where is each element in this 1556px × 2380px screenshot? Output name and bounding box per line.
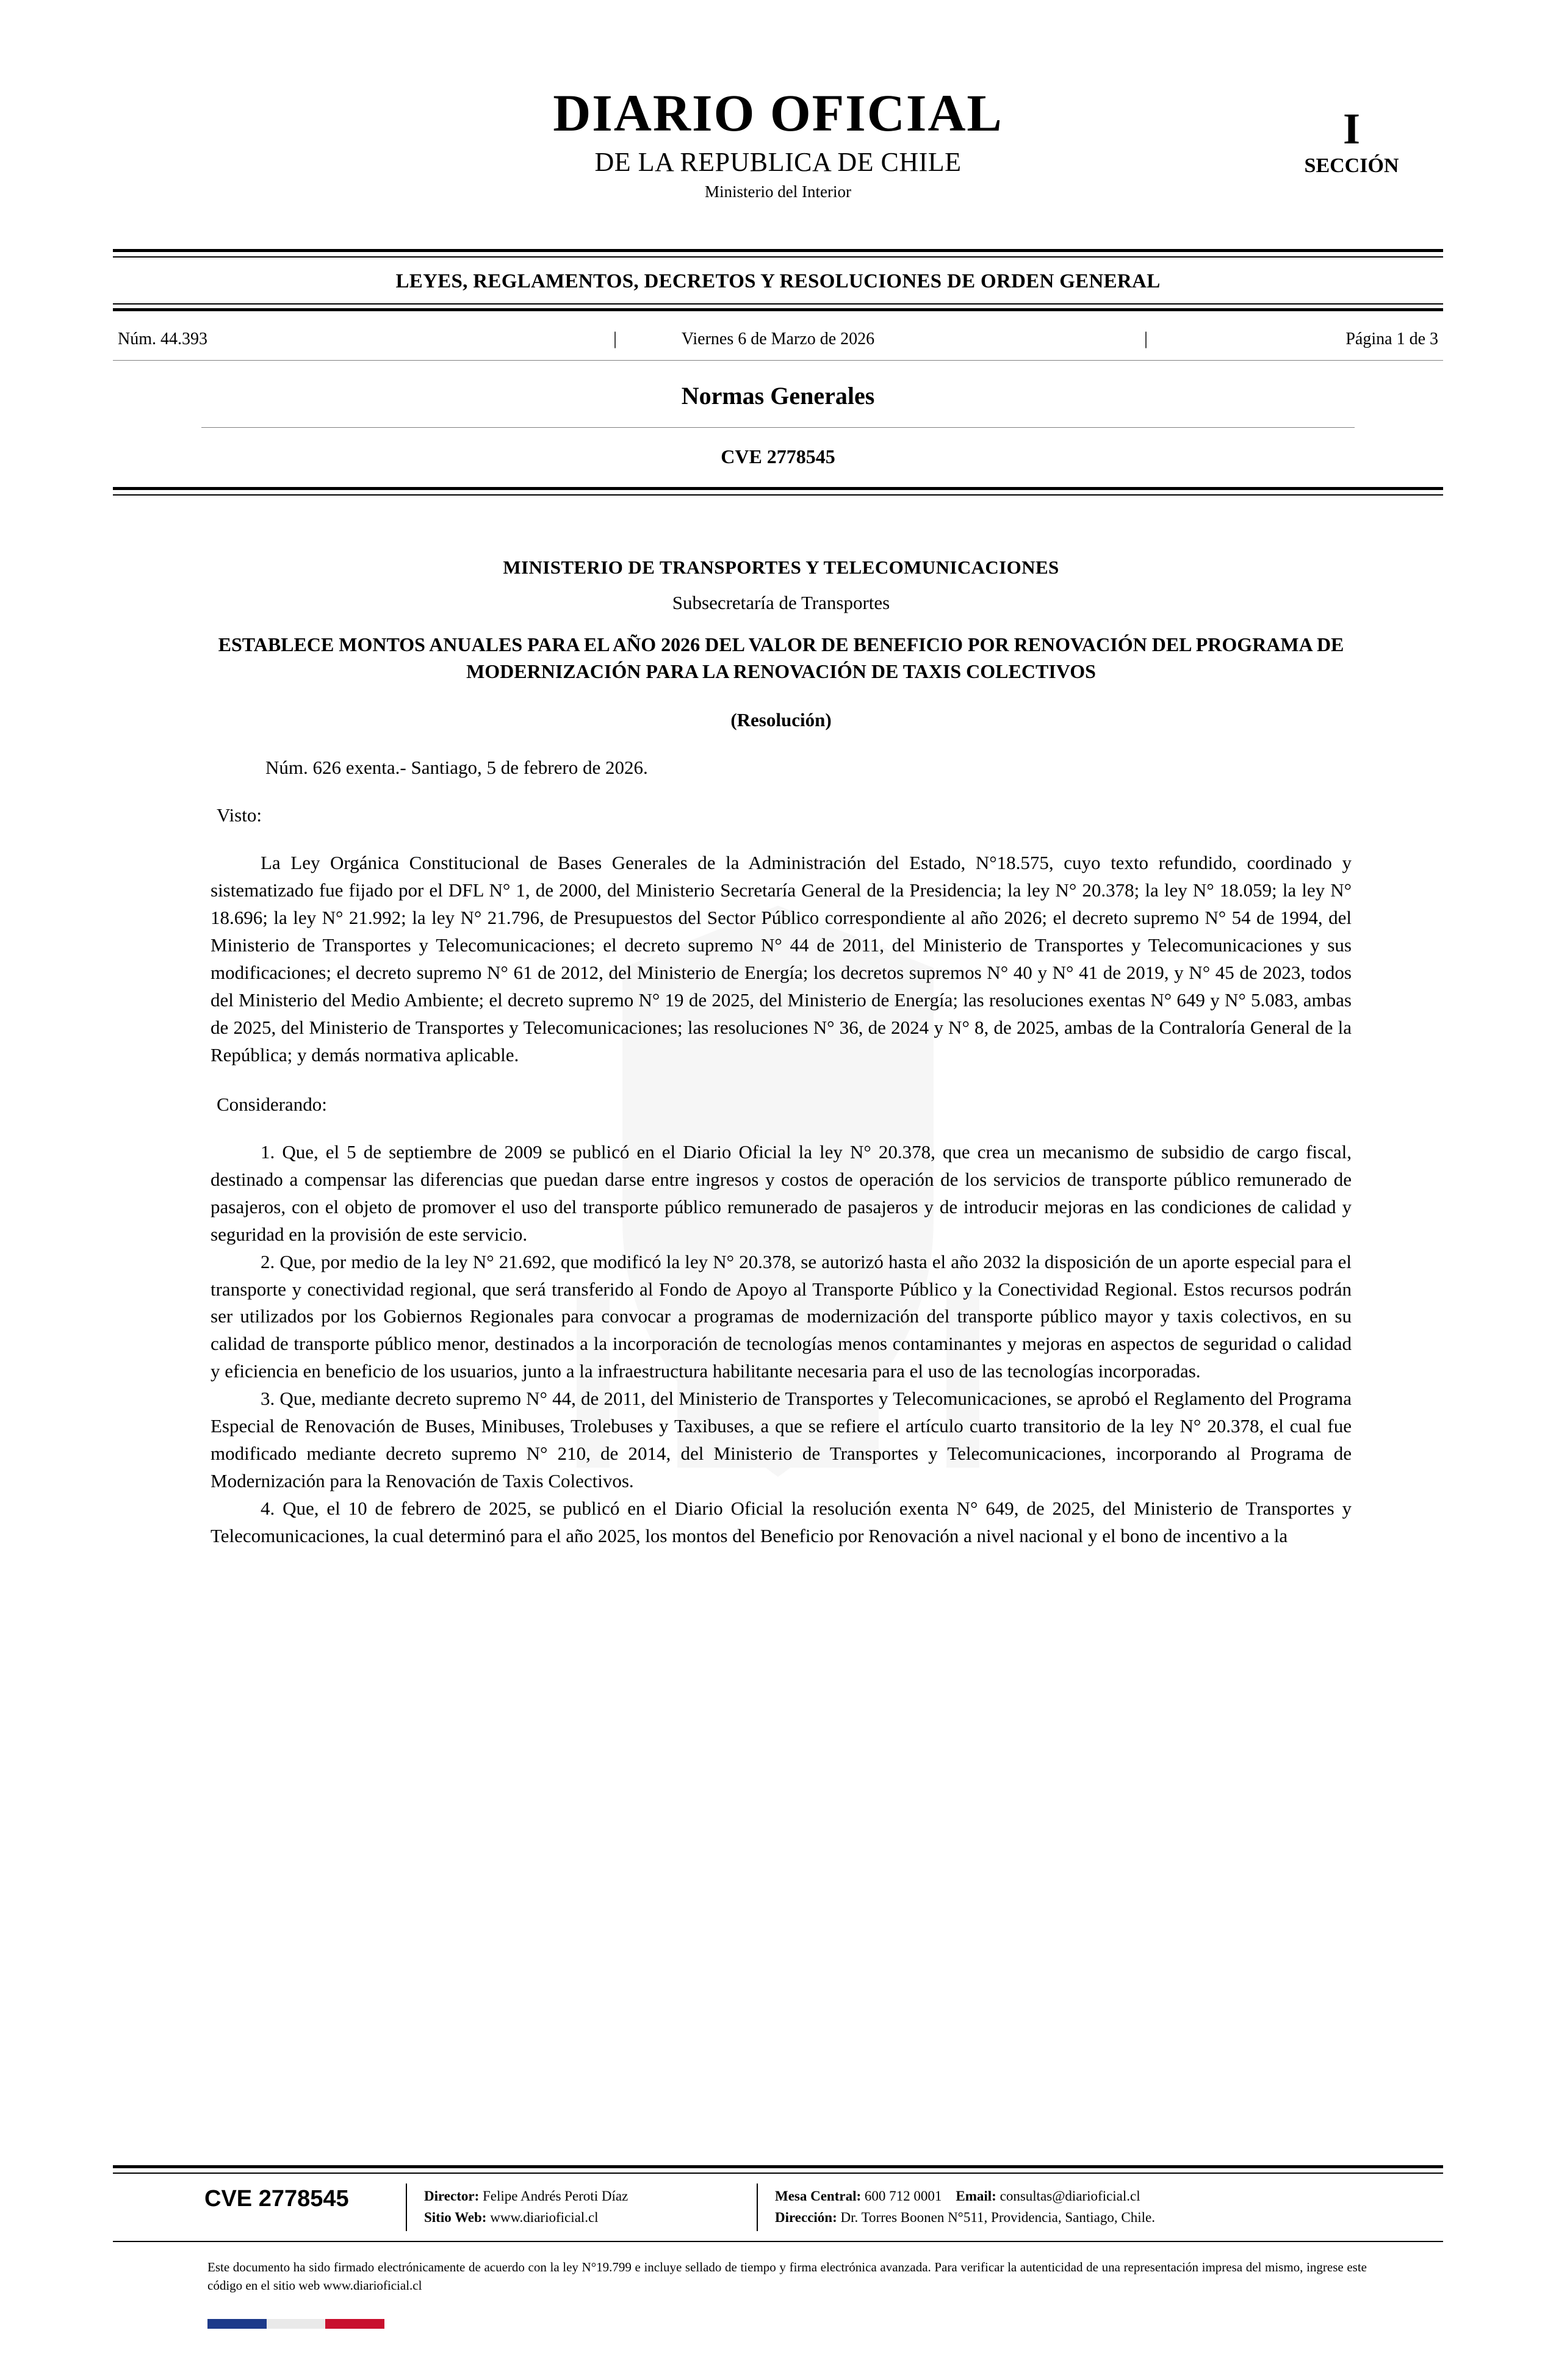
doc-type: (Resolución) <box>730 709 832 731</box>
visto-label: Visto: <box>217 804 262 826</box>
issue-number: Núm. 44.393 <box>118 330 207 348</box>
doc-title: ESTABLECE MONTOS ANUALES PARA EL AÑO 2026 DEL VALOR DE BENEFICIO POR RENOVACIÓN DEL PROGRAMA DE MODERNIZACIÓN PARA LA RENOVACIÓN DE TAXIS COLECTIVOS <box>218 633 1344 683</box>
issue-meta-row <box>113 330 1443 354</box>
issue-date: Viernes 6 de Marzo de 2026 <box>681 330 875 348</box>
section-label: SECCIÓN <box>1304 154 1399 177</box>
footer-cve: CVE 2778545 <box>204 2186 349 2212</box>
doc-number-line: Núm. 626 exenta.- Santiago, 5 de febrero de 2026. <box>265 757 648 779</box>
footer-direccion-value: Dr. Torres Boonen N°511, Providencia, Santiago, Chile. <box>840 2209 1155 2225</box>
masthead <box>113 85 1443 201</box>
footer-director-value: Felipe Andrés Peroti Díaz <box>483 2188 629 2204</box>
doc-ministry: MINISTERIO DE TRANSPORTES Y TELECOMUNICACIONES <box>503 557 1059 578</box>
cve-heading: CVE 2778545 <box>721 445 835 467</box>
footer-col-director <box>424 2186 741 2228</box>
section-number: I <box>1342 104 1361 153</box>
flag-red-band <box>325 2319 384 2329</box>
footer-site-label: Sitio Web: <box>424 2209 487 2225</box>
rule-footer-bottom <box>113 2241 1443 2242</box>
footer-director-label: Director: <box>424 2188 480 2204</box>
meta-separator-1: | <box>613 328 618 348</box>
rule-band-bottom-thin <box>113 303 1443 305</box>
considerando-list <box>211 1139 1352 1550</box>
page-indicator: Página 1 de 3 <box>1345 330 1438 348</box>
document-body <box>211 549 1352 1550</box>
normas-generales-heading: Normas Generales <box>681 382 875 409</box>
flag-white-band <box>267 2319 326 2329</box>
footer-email-value[interactable]: consultas@diarioficial.cl <box>1000 2188 1140 2204</box>
considerando-item-3: 3. Que, mediante decreto supremo N° 44, de 2011, del Ministerio de Transportes y Telecomunicaciones, se aprobó el Reglamento del Programa Especial de Renovación de Buses, Minibuses, Trolebuses y Taxibuses, a que se refiere el artículo cuarto transitorio de la ley N° 20.378, el cual fue modificado mediante decreto supremo N° 210, de 2014, del Ministerio de Transportes y Telecomunicaciones, incorporando al Programa de Modernización para la Renovación de Taxis Colectivos. <box>211 1388 1352 1492</box>
flag-blue-band <box>207 2319 267 2329</box>
masthead-subtitle: DE LA REPUBLICA DE CHILE <box>594 147 962 178</box>
band-title: LEYES, REGLAMENTOS, DECRETOS Y RESOLUCIONES DE ORDEN GENERAL <box>395 270 1161 292</box>
legal-notice: Este documento ha sido firmado electrónicamente de acuerdo con la ley N°19.799 e incluye sellado de tiempo y firma electrónica avanzada. Para verificar la autenticidad de una representación impresa del mismo, ingrese este código en el sitio web www.diarioficial.cl <box>207 2260 1367 2293</box>
footer-site-value[interactable]: www.diarioficial.cl <box>490 2209 599 2225</box>
visto-paragraph-block <box>211 849 1352 1069</box>
rule-band-bottom-thick <box>113 308 1443 311</box>
footer-email-label: Email: <box>956 2188 996 2204</box>
chile-flag-bar <box>207 2319 384 2329</box>
rule-top-thick <box>113 249 1443 252</box>
considerando-item-1: 1. Que, el 5 de septiembre de 2009 se publicó en el Diario Oficial la ley N° 20.378, que crea un mecanismo de subsidio de cargo fiscal, destinado a compensar las diferencias que puedan darse entre ingresos y costos de operación de los servicios de transporte público remunerado de pasajeros, con el objeto de promover el uso del transporte público remunerado de pasajeros y de introducir mejoras en las condiciones de calidad y seguridad en la provisión de este servicio. <box>211 1141 1352 1245</box>
considerando-label: Considerando: <box>217 1093 327 1115</box>
masthead-title: DIARIO OFICIAL <box>553 84 1003 142</box>
footer-divider-2 <box>757 2183 758 2231</box>
footer-divider-1 <box>406 2183 407 2231</box>
considerando-item-2: 2. Que, por medio de la ley N° 21.692, que modificó la ley N° 20.378, se autorizó hasta el año 2032 la disposición de un aporte especial para el transporte y conectividad regional, que será transferido al Fondo de Apoyo al Transporte Público y la Conectividad Regional. Estos recursos podrán ser utilizados por los Gobiernos Regionales para convocar a programas de modernización del transporte público mayor y taxis colectivos, en su calidad de transporte público menor, destinados a la incorporación de tecnologías menos contaminantes y mejoras en aspectos de seguridad o calidad y eficiencia en beneficio de los usuarios, junto a la infraestructura habilitante necesaria para el uso de las tecnologías incorporadas. <box>211 1250 1352 1382</box>
meta-separator-2: | <box>1144 328 1148 348</box>
visto-paragraph: La Ley Orgánica Constitucional de Bases Generales de la Administración del Estado, N°18.575, cuyo texto refundido, coordinado y sistematizado fue fijado por el DFL N° 1, de 2000, del Ministerio Secretaría General de la Presidencia; la ley N° 20.378; la ley N° 18.059; la ley N° 18.696; la ley N° 21.992; la ley N° 21.796, de Presupuestos del Sector Público correspondiente al año 2026; el decreto supremo N° 54 de 1994, del Ministerio de Transportes y Telecomunicaciones; el decreto supremo N° 44 de 2011, del Ministerio de Transportes y Telecomunicaciones y sus modificaciones; el decreto supremo N° 61 de 2012, del Ministerio de Energía; los decretos supremos N° 40 y N° 41 de 2019, y N° 45 de 2023, todos del Ministerio del Medio Ambiente; el decreto supremo N° 19 de 2025, del Ministerio de Energía; las resoluciones exentas N° 649 y N° 5.083, ambas de 2025, del Ministerio de Transportes y Telecomunicaciones; las resoluciones N° 36, de 2024 y N° 8, de 2025, ambas de la Contraloría General de la República; y demás normativa aplicable. <box>211 852 1352 1066</box>
section-marker <box>1260 104 1443 178</box>
footer-mesa-value: 600 712 0001 <box>864 2188 942 2204</box>
doc-subsecretaria: Subsecretaría de Transportes <box>672 592 890 613</box>
rule-content-top-thin <box>113 494 1443 496</box>
footer-mesa-label: Mesa Central: <box>775 2188 862 2204</box>
rule-top-thin <box>113 256 1443 258</box>
rule-footer-top-thick <box>113 2165 1443 2168</box>
rule-normas-bottom <box>201 427 1355 428</box>
footer-direccion-label: Dirección: <box>775 2209 837 2225</box>
footer-col-contact <box>775 2186 1434 2228</box>
masthead-ministry: Ministerio del Interior <box>705 182 851 201</box>
rule-content-top-thick <box>113 487 1443 490</box>
rule-meta-bottom <box>113 360 1443 361</box>
considerando-item-4: 4. Que, el 10 de febrero de 2025, se publicó en el Diario Oficial la resolución exenta N° 649, de 2025, del Ministerio de Transportes y Telecomunicaciones, la cual determinó para el año 2025, los montos del Beneficio por Renovación a nivel nacional y el bono de incentivo a la <box>211 1498 1352 1546</box>
rule-footer-top-thin <box>113 2173 1443 2174</box>
